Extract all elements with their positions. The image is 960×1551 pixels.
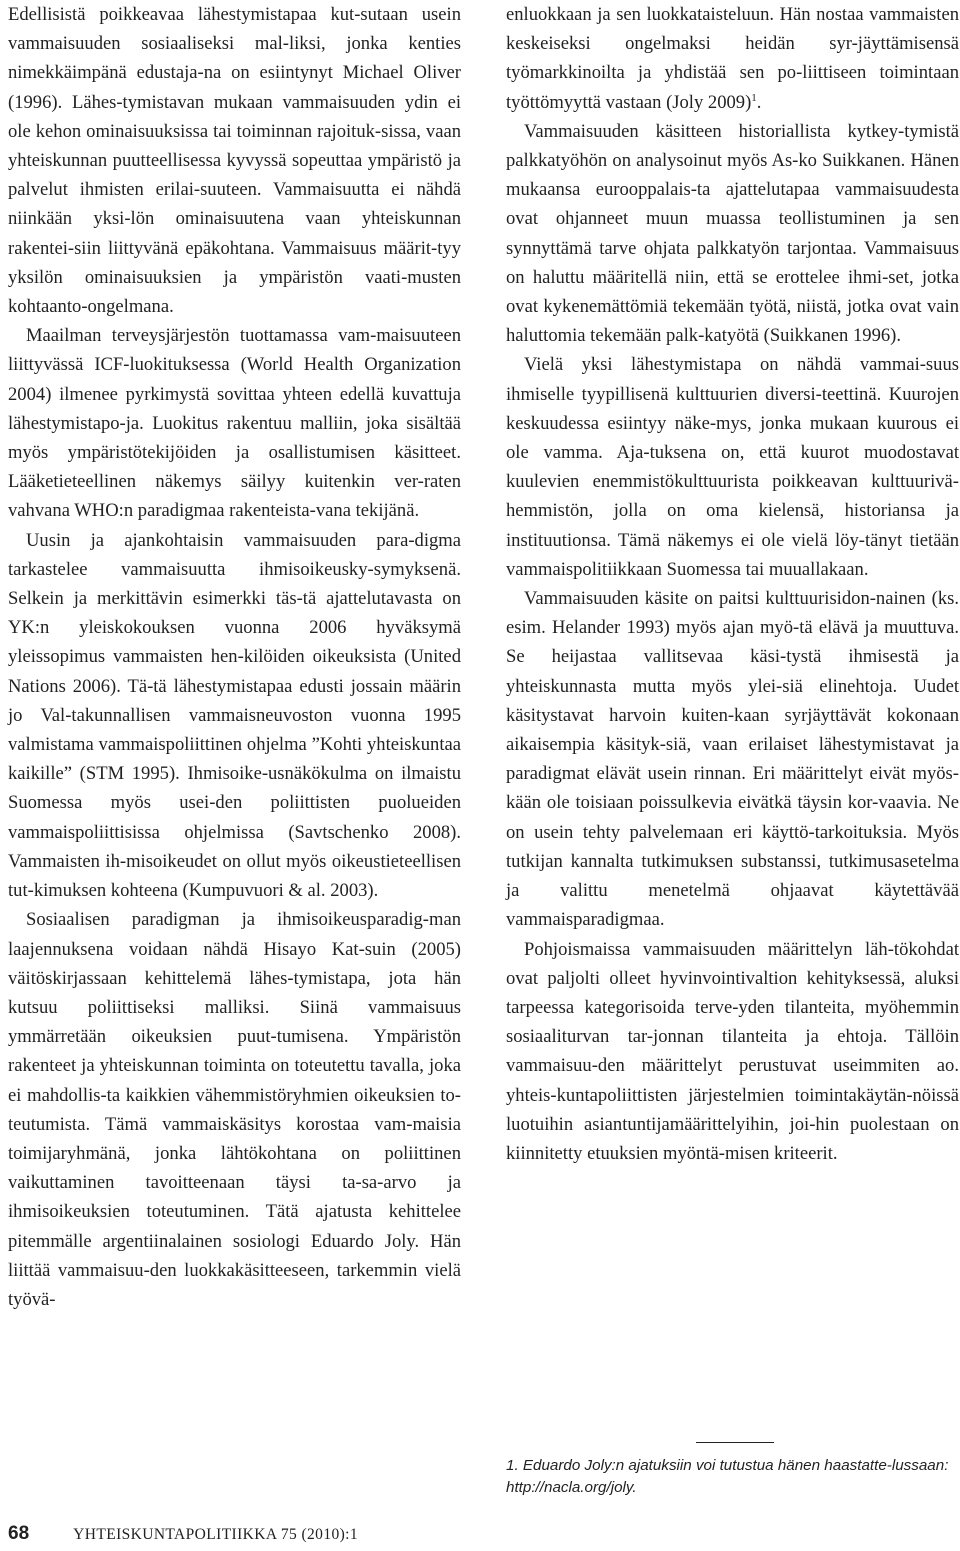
footnote-reference[interactable]: 1 (751, 91, 757, 104)
right-text-column (506, 0, 959, 1168)
footnote-divider (696, 1442, 774, 1443)
paragraph: Vammaisuuden käsitteen historiallista kytkey-tymistä palkkatyöhön on analysoinut myös As-ko Suikkanen. Hänen mukaansa eurooppalais-ta ajattelutapaa vammaisuudesta ovat ohjanneet muun muassa teollistuminen ja sen synnyttämä tarve ohjata palkkatyön tarjontaa. Vammaisuus on haluttu määritellä niin, että se erottelee ihmi-set, jotka ovat kykenemättömiä tekemään työtä, niistä, jotka ovat vain haluttomia tekemään palk-katyötä (Suikkanen 1996). (506, 120, 959, 347)
paragraph-continued (506, 0, 959, 117)
paragraph: Vammaisuuden käsite on paitsi kulttuurisidon-nainen (ks. esim. Helander 1993) myös ajan myö-tä elävä ja muuttuva. Se heijastaa vallitsevaa käsi-tystä ihmisestä ja yhteiskunnasta mutta myös ylei-siä elinehtoja. Uudet käsitystavat harvoin kuiten-kaan syrjäyttävät kokonaan aikaisempia käsityk-siä, vaan erilaiset lähestymistavat ja paradigmat elävät usein rinnan. Eri määrittelyt eivät myös-kään ole toisiaan poissulkevia eivätkä täysin kor-vaavia. Ne on usein tehty palvelemaan eri käyttö-tarkoituksia. Myös tutkijan kannalta tutkimuksen substanssi, tutkimusasetelma ja valittu menetelmä ohjaavat käytettävää vammaisparadigmaa. (506, 588, 959, 931)
paragraph: Maailman terveysjärjestön tuottamassa vam-maisuuteen liittyvässä ICF-luokituksessa (World Health Organization 2004) ilmenee pyrkimystä sovittaa yhteen edellä kuvattuja lähestymistapo-ja. Luokitus rakentuu malliin, joka sisältää myös ympäristötekijöiden ja osallistumisen käsitteet. Lääketieteellinen näkemys säilyy kuitenkin ver-raten vahvana WHO:n paradigmaa rakenteista-vana tekijänä. (8, 325, 461, 522)
footnote: 1. Eduardo Joly:n ajatuksiin voi tutustua hänen haastatte-lussaan: http://nacla.org/joly. (506, 1457, 949, 1496)
paragraph: Pohjoismaissa vammaisuuden määrittelyn läh-tökohdat ovat paljolti olleet hyvinvointivaltion kehityksessä, aluksi tarpeessa kategorisoida terve-yden tilanteita, myöhemmin sosiaaliturvan tar-jonnan tilanteita ja ehtoja. Tällöin vammaisuu-den määrittelyt perustuvat useimmiten ao. yhteis-kuntapoliittisten järjestelmien toimintakäytän-nöissä luotuihin asiantuntijamäärittelyihin, joi-hin puolestaan on kiinnitetty etuuksien myöntä-misen kriteerit. (506, 938, 959, 1164)
journal-title: YHTEISKUNTAPOLITIIKKA 75 (2010):1 (73, 1526, 359, 1543)
left-text-column (8, 0, 461, 1314)
page-footer (8, 1521, 358, 1547)
paragraph-continued-end: . (756, 91, 762, 113)
paragraph-continued-text: enluokkaan ja sen luokkataisteluun. Hän nostaa vammaisten keskeiseksi ongelmaksi heidän syr-jäyttämisensä työmarkkinoilta ja yhdistää sen po-liittiseen toimintaan työttömyyttä vastaan (Joly 2009) (506, 4, 959, 113)
paragraph: Vielä yksi lähestymistapa on nähdä vammai-suus ihmiselle tyypillisenä kulttuurien diversi-teettinä. Kuurojen keskuudessa esiintyy näke-mys, jonka mukaan kuurous ei ole vamma. Aja-tuksena on, että kuurot muodostavat kuulevien enemmistökulttuurista poikkeavan kulttuurivä-hemmistön, jolla on oma kielensä, historiansa ja instituutionsa. Tämä näkemys ei ole vielä löy-tänyt tietään vammaispolitiikkaan Suomessa tai muuallakaan. (506, 354, 959, 580)
paragraph: Edellisistä poikkeavaa lähestymistapaa kut-sutaan usein vammaisuuden sosiaaliseksi mal-liksi, jonka kenties nimekkäimpänä edustaja-na on esiintynyt Michael Oliver (1996). Lähes-tymistavan mukaan vammaisuuden ydin ei ole kehon ominaisuuksissa tai toiminnan rajoituk-sissa, vaan yhteiskunnan puutteellisessa kyvyssä sopeuttaa ympäristö ja palvelut ihmisten erilai-suuteen. Vammaisuutta ei nähdä niinkään yksi-lön ominaisuutena vaan yhteiskunnan rakentei-siin liittyvänä epäkohtana. Vammaisuus määrit-tyy yksilön ominaisuuksien ja ympäristön vaati-musten kohtaanto-ongelmana. (8, 4, 461, 318)
paragraph: Sosiaalisen paradigman ja ihmisoikeusparadig-man laajennuksena voidaan nähdä Hisayo Kat-suin (2005) väitöskirjassaan kehittelemä lähes-tymistapa, jota hän kutsuu poliittiseksi malliksi. Siinä vammaisuus ymmärretään oikeuksien puut-tumisena. Ympäristön rakenteet ja yhteiskunnan toiminta on toteutettu tavalla, joka ei mahdollis-ta kaikkien vähemmistöryhmien oikeuksien to-teutumista. Tämä vammaiskäsitys korostaa vam-maisia toimijaryhmänä, jonka lähtökohtana on poliittinen vaikuttaminen tavoitteenaan täysi ta-sa-arvo ja ihmisoikeuksien toteutuminen. Tätä ajatusta kehittelee pitemmälle argentiinalainen sosiologi Eduardo Joly. Hän liittää vammaisuu-den luokkakäsitteeseen, tarkemmin vielä työvä- (8, 909, 461, 1310)
paragraph: Uusin ja ajankohtaisin vammaisuuden para-digma tarkastelee vammaisuutta ihmisoikeusky-symyksenä. Selkein ja merkittävin esimerkki täs-tä ajattelutavasta on YK:n yleiskokouksen vuonna 2006 hyväksymä yleissopimus vammaisten hen-kilöiden oikeuksista (United Nations 2006). Tä-tä lähestymistapaa edusti jossain määrin jo Val-takunnallisen vammaisneuvoston vuonna 1995 valmistama vammaispoliittinen ohjelma ”Kohti yhteiskuntaa kaikille” (STM 1995). Ihmisoike-usnäkökulma on ilmaistu Suomessa myös usei-den poliittisten puolueiden vammaispoliittisissa ohjelmissa (Savtschenko 2008). Vammaisten ih-misoikeudet on ollut myös oikeustieteellisen tut-kimuksen kohteena (Kumpuvuori & al. 2003). (8, 529, 461, 902)
page-number: 68 (8, 1523, 30, 1544)
